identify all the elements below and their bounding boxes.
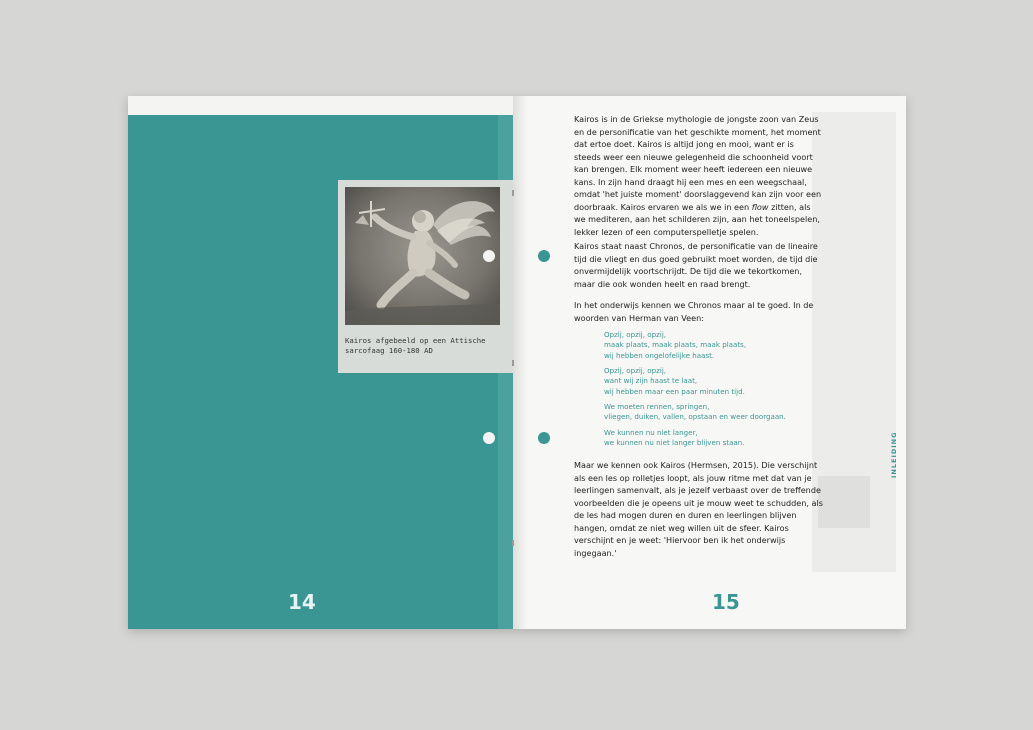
photo-caption: Kairos afgebeeld op een Attische sarcofaag 160-180 AD <box>345 336 486 355</box>
gutter-shadow <box>513 96 527 629</box>
paragraph-chronos: Kairos staat naast Chronos, de personificatie van de lineaire tijd die vliegt en dus goed gebruikt moet worden, de tijd die onvermijdelijk voortschrijdt. De tijd die we tekortkomen, maar die ook wonden heelt en raad brengt. <box>574 241 818 289</box>
poem-stanza: We moeten rennen, springen, vliegen, duiken, vallen, opstaan en weer doorgaan. <box>604 402 786 422</box>
show-through-qr <box>818 476 870 528</box>
relief-illustration <box>345 187 500 325</box>
poem-stanza: Opzij, opzij, opzij, want wij zijn haast te laat, wij hebben maar een paar minuten tijd. <box>604 366 745 396</box>
poem-stanza: We kunnen nu niet langer, we kunnen nu niet langer blijven staan. <box>604 428 745 448</box>
left-page-number: 14 <box>288 590 316 614</box>
paragraph-kairos-intro: Kairos is in de Griekse mythologie de jongste zoon van Zeus en de personificatie van het geschikte moment, het moment dat ertoe doet. Kairos is altijd jong en mooi, want er is steeds weer een nieuwe gelegenheid die schoonheid voort kan brengen. Elk moment weer heeft iedereen een nieuwe kans. In zijn hand draagt hij een mes en een weegschaal, omdat 'het juiste moment' doorslaggevend kan zijn voor een doorbraak. Kairos ervaren we als we in een flow zitten, als we mediteren, aan het schilderen zijn, aan het toneelspelen, lekker lezen of een computerspelletje spelen. <box>574 114 822 237</box>
poem-stanza: Opzij, opzij, opzij, maak plaats, maak plaats, maak plaats, wij hebben ongelofelijke haast. <box>604 330 747 360</box>
binding-stitch <box>512 540 514 546</box>
paragraph-onderwijs: In het onderwijs kennen we Chronos maar al te goed. In de woorden van Herman van Veen: <box>574 300 814 323</box>
punch-hole <box>483 250 495 262</box>
punch-hole <box>483 432 495 444</box>
section-side-label: INLEIDING <box>890 431 898 478</box>
teal-bullet-dot <box>538 432 550 444</box>
binding-stitch <box>512 360 514 366</box>
photo-card <box>338 180 516 373</box>
kairos-relief-photo <box>345 187 500 325</box>
paragraph-kairos-onderwijs: Maar we kennen ook Kairos (Hermsen, 2015). Die verschijnt als een les op rolletjes loopt, als jouw ritme met dat van je leerlingen samenvalt, als je jezelf verbaast over de treffende voorbeelden die je opeens uit je mouw weet te schudden, als de les had mogen duren en duren en leerlingen blijven hangen, omdat ze niet weg willen uit de sfeer. Kairos verschijnt en je weet: 'Hiervoor ben ik het onderwijs ingegaan.' <box>574 460 823 558</box>
teal-bullet-dot <box>538 250 550 262</box>
right-page-number: 15 <box>712 590 740 614</box>
binding-stitch <box>512 190 514 196</box>
emphasis-flow: flow <box>751 201 769 212</box>
